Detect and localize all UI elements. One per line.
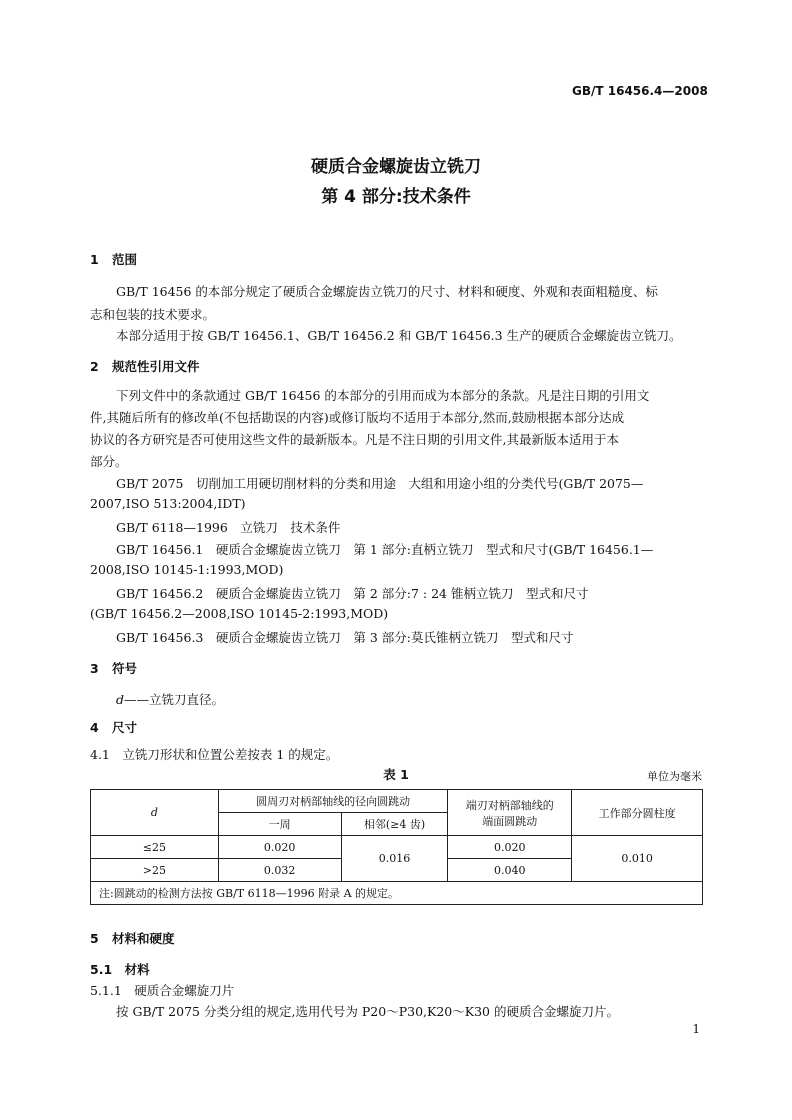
reference-gbt-16456-2-cont: (GB/T 16456.2—2008,ISO 10145-2:1993,MOD) [90, 606, 389, 621]
cell-d: >25 [91, 859, 219, 882]
document-title: 硬质合金螺旋齿立铣刀 [311, 157, 481, 177]
section-2-intro-line: 下列文件中的条款通过 GB/T 16456 的本部分的引用而成为本部分的条款。凡是注日期的引用文 [116, 388, 650, 403]
section-1-paragraph-line: GB/T 16456 的本部分规定了硬质合金螺旋齿立铣刀的尺寸、材料和硬度、外观和表面粗糙度、标 [116, 284, 658, 299]
header-cylindricity: 工作部分圆柱度 [572, 790, 703, 836]
table-note: 注:圆跳动的检测方法按 GB/T 6118—1996 附录 A 的规定。 [91, 882, 703, 905]
reference-gbt-16456-1-cont: 2008,ISO 10145-1:1993,MOD) [90, 562, 284, 577]
page-number: 1 [692, 1022, 700, 1036]
reference-gbt-6118: GB/T 6118—1996 立铣刀 技术条件 [116, 520, 341, 535]
header-face-runout: 端刃对柄部轴线的 端面圆跳动 [448, 790, 572, 836]
cell-one-revolution: 0.032 [218, 859, 341, 882]
header-one-revolution: 一周 [218, 813, 341, 836]
header-d: d [91, 790, 219, 836]
cell-d: ≤25 [91, 836, 219, 859]
clause-4-1: 4.1 立铣刀形状和位置公差按表 1 的规定。 [90, 747, 339, 762]
section-2-intro-line: 协议的各方研究是否可使用这些文件的最新版本。凡是不注日期的引用文件,其最新版本适用于本 [90, 432, 619, 447]
tolerance-table [90, 789, 703, 905]
reference-gbt-2075-cont: 2007,ISO 513:2004,IDT) [90, 496, 246, 511]
reference-gbt-16456-1: GB/T 16456.1 硬质合金螺旋齿立铣刀 第 1 部分:直柄立铣刀 型式和尺寸(GB/T 16456.1— [116, 542, 654, 557]
cell-face-runout: 0.040 [448, 859, 572, 882]
section-1-scope-paragraph: 本部分适用于按 GB/T 16456.1、GB/T 16456.2 和 GB/T 16456.3 生产的硬质合金螺旋齿立铣刀。 [116, 328, 682, 343]
section-2-heading: 2 规范性引用文件 [90, 359, 200, 374]
cell-face-runout: 0.020 [448, 836, 572, 859]
clause-5-1-1-text: 按 GB/T 2075 分类分组的规定,选用代号为 P20～P30,K20～K30 的硬质合金螺旋刀片。 [116, 1004, 619, 1019]
cell-cylindricity: 0.010 [572, 836, 703, 882]
header-adjacent: 相邻(≥4 齿) [341, 813, 448, 836]
reference-gbt-2075: GB/T 2075 切削加工用硬切削材料的分类和用途 大组和用途小组的分类代号(GB/T 2075— [116, 476, 644, 491]
document-subtitle: 第 4 部分:技术条件 [321, 187, 471, 207]
reference-gbt-16456-3: GB/T 16456.3 硬质合金螺旋齿立铣刀 第 3 部分:莫氏锥柄立铣刀 型式和尺寸 [116, 630, 574, 645]
section-1-paragraph-line: 志和包装的技术要求。 [90, 307, 216, 322]
section-2-intro-line: 部分。 [90, 454, 128, 469]
section-3-heading: 3 符号 [90, 661, 138, 676]
table-title: 表 1 [383, 767, 409, 782]
cell-adjacent: 0.016 [341, 836, 448, 882]
standard-code: GB/T 16456.4—2008 [572, 84, 708, 98]
cell-one-revolution: 0.020 [218, 836, 341, 859]
header-radial-runout: 圆周刃对柄部轴线的径向圆跳动 [218, 790, 448, 813]
section-1-heading: 1 范围 [90, 252, 138, 267]
section-2-intro-line: 件,其随后所有的修改单(不包括勘误的内容)或修订版均不适用于本部分,然而,鼓励根据本部分达成 [90, 410, 625, 425]
reference-gbt-16456-2: GB/T 16456.2 硬质合金螺旋齿立铣刀 第 2 部分:7 : 24 锥柄立铣刀 型式和尺寸 [116, 586, 589, 601]
table-row [91, 836, 703, 859]
table-unit: 单位为毫米 [647, 770, 702, 783]
section-5-heading: 5 材料和硬度 [90, 931, 175, 946]
clause-5-1: 5.1 材料 [90, 962, 150, 977]
symbol-definition: d——立铣刀直径。 [116, 692, 225, 707]
clause-5-1-1: 5.1.1 硬质合金螺旋刀片 [90, 983, 235, 998]
section-4-heading: 4 尺寸 [90, 720, 138, 735]
